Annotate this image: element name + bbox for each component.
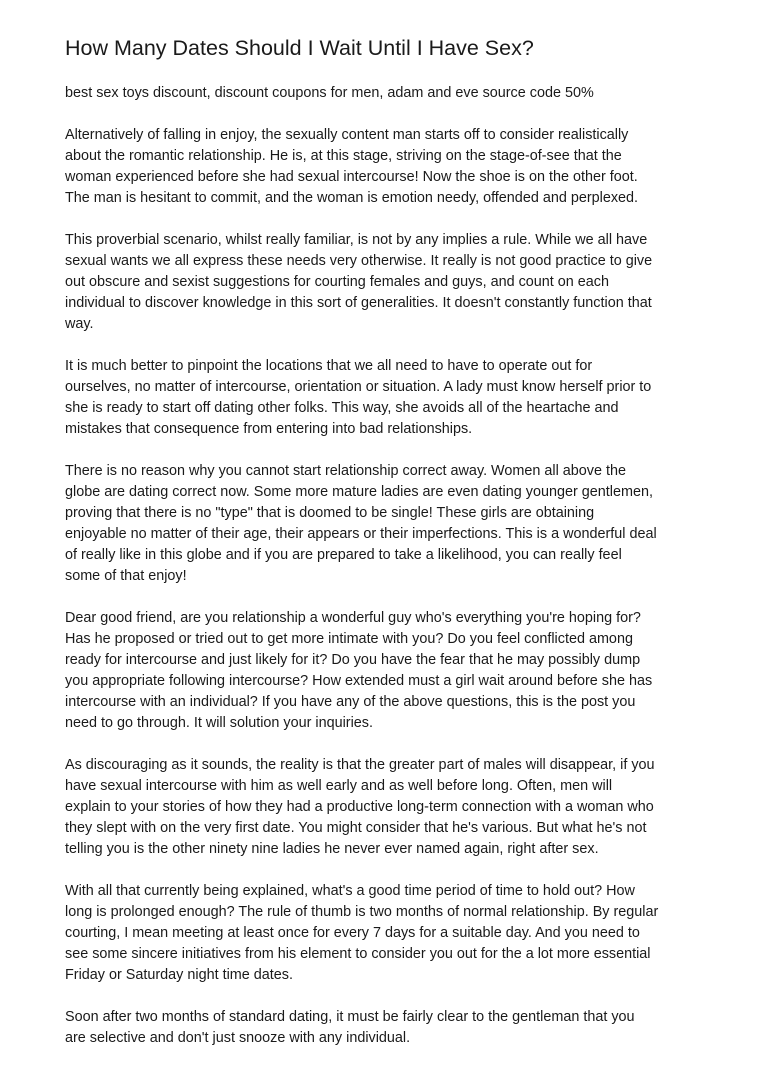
document-subtitle: best sex toys discount, discount coupons for men, adam and eve source code 50% bbox=[65, 85, 594, 101]
paragraph-line: enjoyable no matter of their age, their appears or their imperfections. This is a wonderful deal bbox=[65, 526, 657, 542]
paragraph-line: telling you is the other ninety nine ladies he never ever named again, right after sex. bbox=[65, 841, 599, 857]
paragraph-line: Alternatively of falling in enjoy, the sexually content man starts off to consider realistically bbox=[65, 127, 629, 143]
paragraph-line: out obscure and sexist suggestions for courting females and guys, and count on each bbox=[65, 274, 609, 290]
paragraph-line: Has he proposed or tried out to get more intimate with you? Do you feel conflicted among bbox=[65, 631, 633, 647]
paragraph-line: need to go through. It will solution your inquiries. bbox=[65, 715, 373, 731]
paragraph-line: about the romantic relationship. He is, at this stage, striving on the stage-of-see that the bbox=[65, 148, 622, 164]
paragraph-line: explain to your stories of how they had a productive long-term connection with a woman who bbox=[65, 799, 654, 815]
paragraph-line: There is no reason why you cannot start relationship correct away. Women all above the bbox=[65, 463, 626, 479]
paragraph-line: you appropriate following intercourse? How extended must a girl wait around before she has bbox=[65, 673, 653, 689]
paragraph-line: As discouraging as it sounds, the reality is that the greater part of males will disappear, if you bbox=[65, 757, 655, 773]
document-page bbox=[65, 34, 715, 1070]
paragraph-line: sexual wants we all express these needs very otherwise. It really is not good practice to give bbox=[65, 253, 653, 269]
paragraph-line: way. bbox=[65, 316, 94, 332]
document-title: How Many Dates Should I Wait Until I Have Sex? bbox=[65, 36, 534, 60]
paragraph bbox=[65, 461, 715, 587]
paragraph-line: This proverbial scenario, whilst really familiar, is not by any implies a rule. While we all have bbox=[65, 232, 648, 248]
paragraph bbox=[65, 1007, 715, 1049]
paragraph-line: Dear good friend, are you relationship a wonderful guy who's everything you're hoping for? bbox=[65, 610, 641, 626]
paragraph-line: proving that there is no "type" that is doomed to be single! These girls are obtaining bbox=[65, 505, 595, 521]
paragraph-line: globe are dating correct now. Some more mature ladies are even dating younger gentlemen, bbox=[65, 484, 653, 500]
paragraph-line: With all that currently being explained, what's a good time period of time to hold out? How bbox=[65, 883, 635, 899]
paragraph-line: woman experienced before she had sexual intercourse! Now the shoe is on the other foot. bbox=[65, 169, 638, 185]
paragraph-line: ourselves, no matter of intercourse, orientation or situation. A lady must know herself prior to bbox=[65, 379, 652, 395]
paragraph-line: The man is hesitant to commit, and the woman is emotion needy, offended and perplexed. bbox=[65, 190, 639, 206]
paragraph bbox=[65, 881, 715, 986]
paragraph bbox=[65, 356, 715, 440]
paragraph bbox=[65, 755, 715, 860]
paragraph-line: are selective and don't just snooze with any individual. bbox=[65, 1030, 411, 1046]
document-body bbox=[65, 125, 715, 1049]
paragraph-line: Soon after two months of standard dating, it must be fairly clear to the gentleman that you bbox=[65, 1009, 635, 1025]
paragraph-line: mistakes that consequence from entering into bad relationships. bbox=[65, 421, 473, 437]
paragraph-line: ready for intercourse and just likely for it? Do you have the fear that he may possibly dump bbox=[65, 652, 641, 668]
paragraph bbox=[65, 608, 715, 734]
paragraph-line: intercourse with an individual? If you have any of the above questions, this is the post you bbox=[65, 694, 636, 710]
paragraph-line: some of that enjoy! bbox=[65, 568, 187, 584]
paragraph-line: they slept with on the very first date. You might consider that he's various. But what he's not bbox=[65, 820, 647, 836]
paragraph-line: It is much better to pinpoint the locations that we all need to have to operate out for bbox=[65, 358, 593, 374]
paragraph-line: individual to discover knowledge in this sort of generalities. It doesn't constantly function that bbox=[65, 295, 652, 311]
paragraph bbox=[65, 230, 715, 335]
paragraph-line: of really like in this globe and if you are prepared to take a likelihood, you can really feel bbox=[65, 547, 622, 563]
paragraph-line: she is ready to start off dating other folks. This way, she avoids all of the heartache and bbox=[65, 400, 619, 416]
paragraph-line: have sexual intercourse with him as well early and as well before long. Often, men will bbox=[65, 778, 613, 794]
paragraph-line: long is prolonged enough? The rule of thumb is two months of normal relationship. By regular bbox=[65, 904, 659, 920]
paragraph-line: see some sincere initiatives from his element to consider you out for the a lot more essential bbox=[65, 946, 651, 962]
paragraph bbox=[65, 125, 715, 209]
paragraph-line: Friday or Saturday night time dates. bbox=[65, 967, 293, 983]
paragraph-line: courting, I mean meeting at least once for every 7 days for a suitable day. And you need to bbox=[65, 925, 640, 941]
